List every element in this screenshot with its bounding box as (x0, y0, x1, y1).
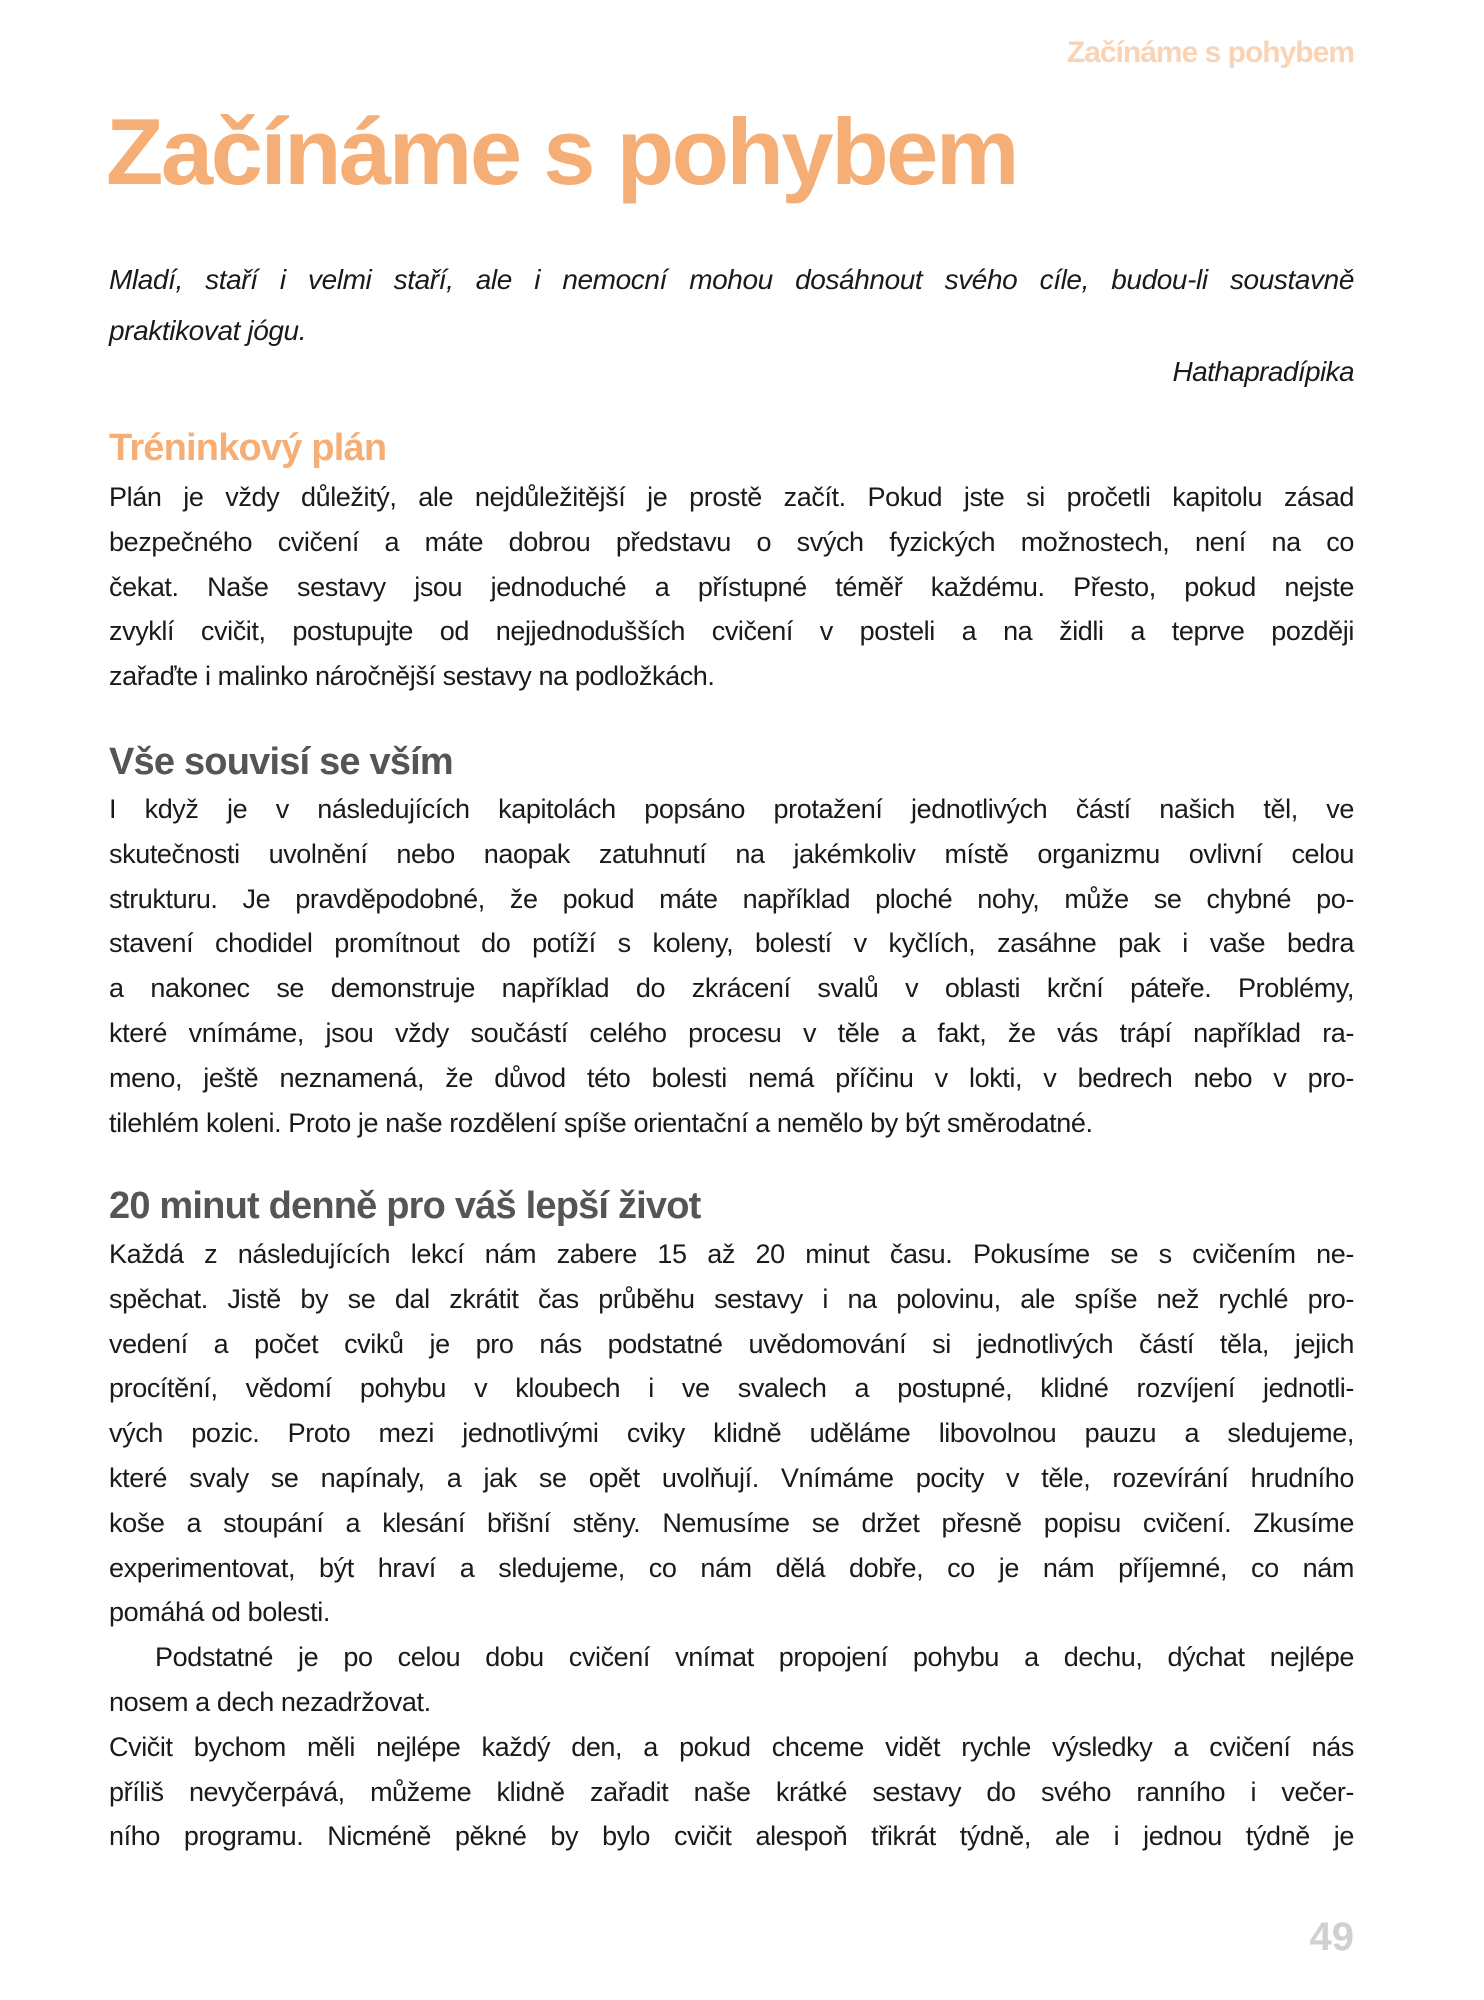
page-title: Začínáme s pohybem (106, 99, 1017, 204)
body-line: příliš nevyčerpává, můžeme klidně zařadit naše krátké sestavy do svého ranního i večer- (109, 1776, 1354, 1807)
body-line: a nakonec se demonstruje například do zkrácení svalů v oblasti krční páteře. Problémy, (109, 973, 1354, 1004)
quote-source: Hathapradípika (1172, 356, 1354, 387)
body-line: skutečnosti uvolnění nebo naopak zatuhnutí na jakémkoliv místě organizmu ovlivní celou (109, 838, 1354, 869)
body-line: které vnímáme, jsou vždy součástí celého procesu v těle a fakt, že vás trápí například ra- (109, 1017, 1354, 1048)
section-body-training-plan (109, 475, 1354, 699)
page-number: 49 (1309, 1915, 1354, 1959)
running-header: Začínáme s pohybem (1066, 36, 1354, 69)
body-line: strukturu. Je pravděpodobné, že pokud máte například ploché nohy, může se chybné po- (109, 883, 1354, 914)
section-heading-everything-connected: Vše souvisí se vším (109, 741, 453, 783)
body-line: nosem a dech nezadržovat. (109, 1686, 431, 1717)
body-line: bezpečného cvičení a máte dobrou představu o svých fyzických možnostech, není na co (109, 526, 1354, 557)
body-line: I když je v následujících kapitolách popsáno protažení jednotlivých částí našich těl, ve (109, 794, 1354, 824)
body-line: Podstatné je po celou dobu cvičení vnímat propojení pohybu a dechu, dýchat nejlépe (155, 1642, 1354, 1673)
body-line: ního programu. Nicméně pěkné by bylo cvičit alespoň třikrát týdně, ale i jednou týdně je (109, 1821, 1354, 1852)
section-heading-training-plan: Tréninkový plán (109, 427, 387, 469)
body-line: koše a stoupání a klesání břišní stěny. Nemusíme se držet přesně popisu cvičení. Zkusíme (109, 1507, 1354, 1538)
body-line: meno, ještě neznamená, že důvod této bolesti nemá příčinu v lokti, v bedrech nebo v pro- (109, 1062, 1354, 1093)
epigraph-quote (109, 254, 1354, 356)
body-line: zvyklí cvičit, postupujte od nejjednodušších cvičení v posteli a na židli a teprve později (109, 616, 1354, 647)
body-line: zařaďte i malinko náročnější sestavy na podložkách. (109, 661, 715, 692)
body-line: vedení a počet cviků je pro nás podstatné uvědomování si jednotlivých částí těla, jejich (109, 1328, 1354, 1359)
body-line: čekat. Naše sestavy jsou jednoduché a přístupné téměř každému. Přesto, pokud nejste (109, 571, 1354, 602)
body-line: spěchat. Jistě by se dal zkrátit čas průběhu sestavy i na polovinu, ale spíše než rychlé pro- (109, 1283, 1354, 1314)
body-line: stavení chodidel promítnout do potíží s koleny, bolestí v kyčlích, zasáhne pak i vaše bedra (109, 928, 1354, 959)
body-line: pomáhá od bolesti. (109, 1597, 330, 1628)
body-line: vých pozic. Proto mezi jednotlivými cviky klidně uděláme libovolnou pauzu a sledujeme, (109, 1418, 1354, 1449)
body-line: experimentovat, být hraví a sledujeme, co nám dělá dobře, co je nám příjemné, co nám (109, 1552, 1354, 1583)
section-body-20-minutes (109, 1232, 1354, 1859)
body-line: procítění, vědomí pohybu v kloubech i ve svalech a postupné, klidné rozvíjení jednotli- (109, 1373, 1354, 1404)
body-line: které svaly se napínaly, a jak se opět uvolňují. Vnímáme pocity v těle, rozevírání hrudního (109, 1462, 1354, 1493)
section-heading-20-minutes: 20 minut denně pro váš lepší život (109, 1185, 701, 1227)
body-line: tilehlém koleni. Proto je naše rozdělení spíše orientační a nemělo by být směrodatné. (109, 1107, 1093, 1138)
body-line: Cvičit bychom měli nejlépe každý den, a pokud chceme vidět rychle výsledky a cvičení nás (109, 1731, 1354, 1762)
body-line: Každá z následujících lekcí nám zabere 15 až 20 minut času. Pokusíme se s cvičením ne- (109, 1239, 1354, 1269)
quote-line: praktikovat jógu. (109, 315, 307, 346)
body-line: Plán je vždy důležitý, ale nejdůležitější je prostě začít. Pokud jste si pročetli kapitolu zásad (109, 482, 1354, 512)
section-body-everything-connected (109, 787, 1354, 1145)
quote-line: Mladí, staří i velmi staří, ale i nemocní mohou dosáhnout svého cíle, budou-li soustavně (109, 264, 1354, 295)
